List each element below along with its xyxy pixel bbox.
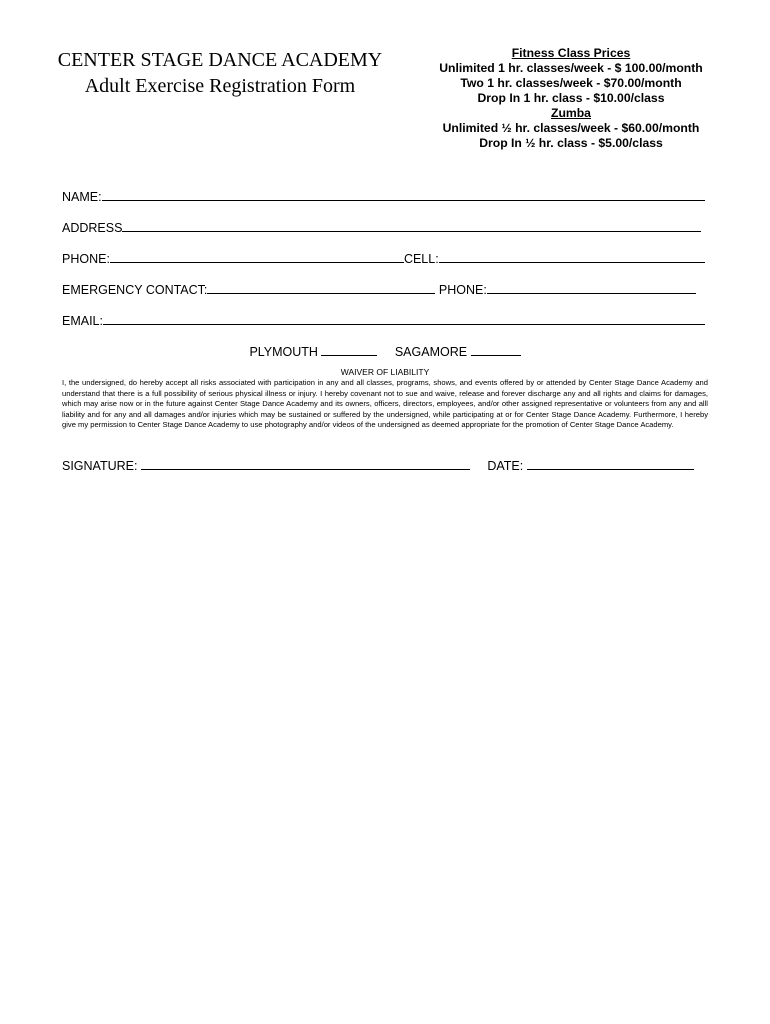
signature-row — [62, 457, 694, 473]
form-header — [55, 47, 385, 99]
waiver-title: WAIVER OF LIABILITY — [340, 367, 430, 377]
address-input-line[interactable] — [122, 219, 701, 232]
price-list — [410, 46, 732, 151]
fitness-prices-heading: Fitness Class Prices — [511, 46, 631, 60]
price-line: Drop In 1 hr. class - $10.00/class — [477, 91, 665, 105]
phone-label: PHONE: — [62, 252, 110, 266]
phone-field-row — [62, 250, 705, 266]
price-line: Unlimited ½ hr. classes/week - $60.00/month — [442, 121, 700, 135]
date-input-line[interactable] — [527, 457, 694, 470]
phone-input-line[interactable] — [110, 250, 404, 263]
price-line: Drop In ½ hr. class - $5.00/class — [479, 136, 663, 150]
form-title: Adult Exercise Registration Form — [84, 75, 356, 97]
sagamore-check-line[interactable] — [471, 344, 521, 356]
cell-input-line[interactable] — [439, 250, 705, 263]
price-line: Unlimited 1 hr. classes/week - $ 100.00/month — [439, 61, 703, 75]
emergency-phone-input-line[interactable] — [487, 281, 696, 294]
name-input-line[interactable] — [102, 188, 705, 201]
address-label: ADDRESS — [62, 221, 123, 235]
emergency-phone-label: PHONE: — [438, 283, 487, 297]
email-field-row — [62, 312, 705, 328]
price-line: Two 1 hr. classes/week - $70.00/month — [460, 76, 682, 90]
email-label: EMAIL: — [62, 314, 103, 328]
signature-input-line[interactable] — [141, 457, 470, 470]
emergency-contact-label: EMERGENCY CONTACT: — [62, 283, 208, 297]
plymouth-label: PLYMOUTH — [249, 345, 318, 359]
name-label: NAME: — [62, 190, 102, 204]
emergency-contact-input-line[interactable] — [207, 281, 435, 294]
name-field-row — [62, 188, 705, 204]
plymouth-check-line[interactable] — [321, 344, 377, 356]
cell-label: CELL: — [403, 252, 439, 266]
academy-name: CENTER STAGE DANCE ACADEMY — [57, 49, 383, 71]
date-label: DATE: — [487, 459, 524, 473]
email-input-line[interactable] — [103, 312, 705, 325]
waiver-text: I, the undersigned, do hereby accept all risks associated with participation in any and all classes, programs, shows, and events offered by or attended by Center Stage Dance Academy and understand that there is a full possibility of serious physical illness or injury. I hereby covenant not to sue and waive, release and forever discharge any and all rights and claims for damages, which may arise now or in the future against Center Stage Dance Academy and its owners, officers, directors, employees, and/or other assigned representative or volunteers from any and alll liability and for any and all damages and/or injuries which may be sustained or suffered by the undersigned, while participating at or for Center Stage Dance Academy. Furthermore, I hereby give my permission to Center Stage Dance Academy to use photography and/or videos of the undersigned as deemed appropriate for the promotion of Center Stage Dance Academy. — [62, 378, 708, 430]
sagamore-label: SAGAMORE — [394, 345, 468, 359]
location-selection — [0, 344, 770, 359]
signature-label: SIGNATURE: — [62, 459, 138, 473]
zumba-heading: Zumba — [551, 106, 591, 120]
emergency-contact-row — [62, 281, 696, 297]
address-field-row — [62, 219, 701, 235]
